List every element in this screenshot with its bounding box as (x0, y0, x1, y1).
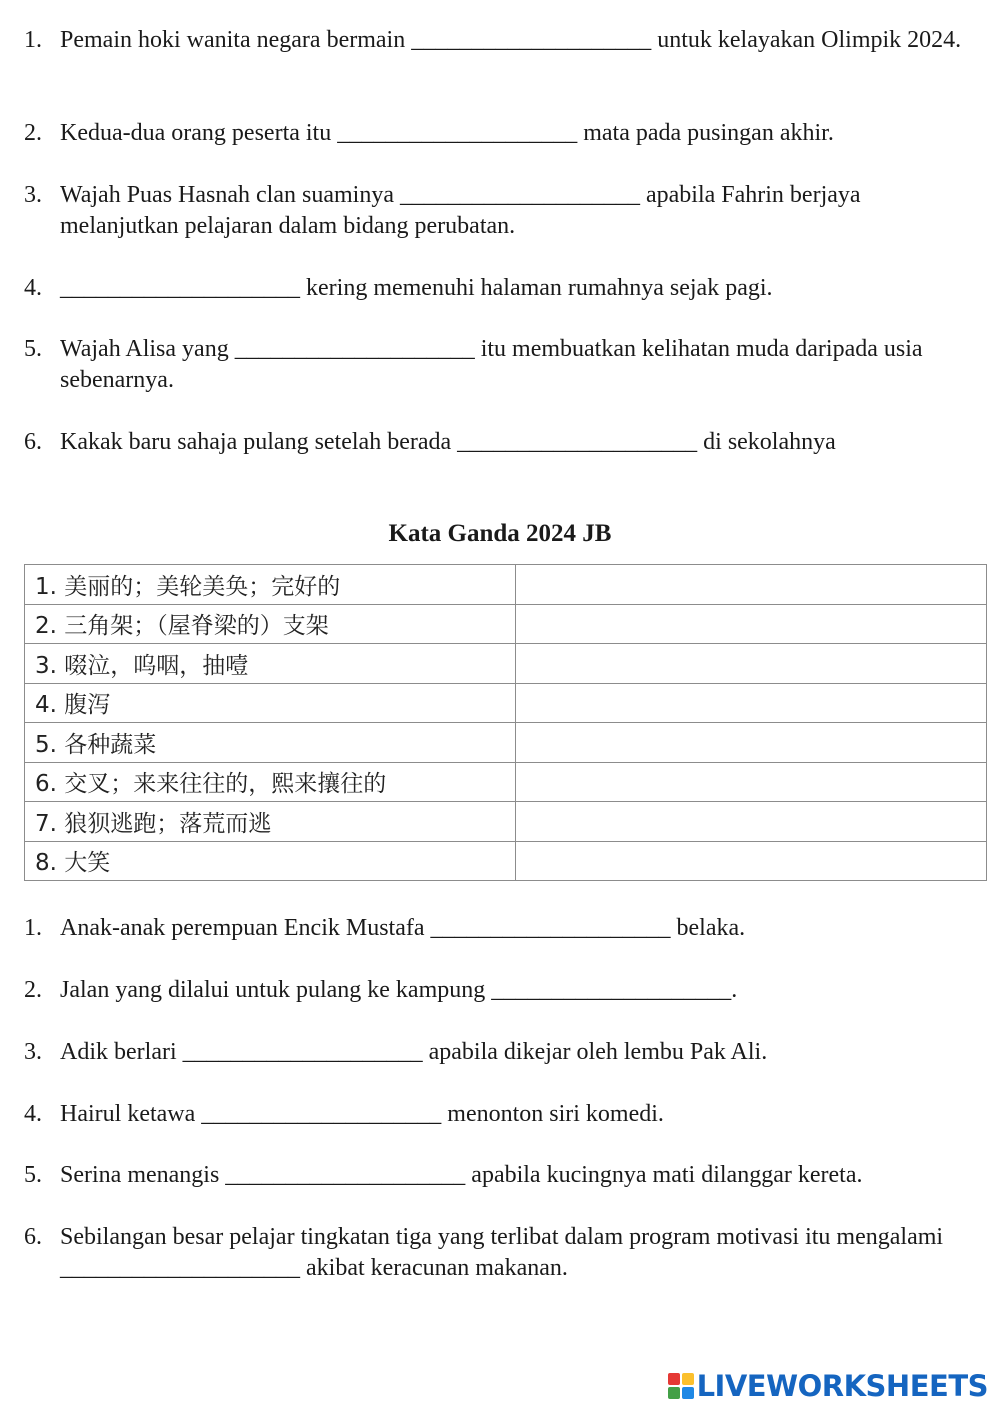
meaning-cell: 4. 腹泻 (25, 683, 516, 723)
meaning-cell: 5. 各种蔬菜 (25, 723, 516, 763)
question-text: ____________________ kering memenuhi halaman rumahnya sejak pagi. (60, 275, 773, 301)
section-title: Kata Ganda 2024 JB (388, 520, 612, 547)
answer-cell[interactable] (516, 683, 987, 723)
question-number: 6. (24, 1224, 42, 1250)
question-number: 2. (24, 977, 42, 1003)
table-row (25, 841, 987, 881)
question-4 (24, 273, 974, 304)
meaning-cell: 3. 啜泣，呜咽，抽噎 (25, 644, 516, 684)
question-2 (24, 975, 974, 1006)
table-row (25, 762, 987, 802)
table-row (25, 723, 987, 763)
question-number: 5. (24, 336, 42, 362)
question-number: 6. (24, 429, 42, 455)
meaning-cell: 2. 三角架；（屋脊梁的）支架 (25, 604, 516, 644)
table-row (25, 565, 987, 605)
question-text: Kakak baru sahaja pulang setelah berada ____________________ di sekolahnya (60, 429, 836, 455)
question-3 (24, 1037, 974, 1068)
question-6 (24, 427, 974, 458)
logo-text: LIVEWORKSHEETS (696, 1369, 988, 1403)
question-text: Wajah Puas Hasnah clan suaminya ____________________ apabila Fahrin berjaya melanjutkan pelajaran dalam bidang perubatan. (60, 182, 861, 239)
question-number: 3. (24, 1039, 42, 1065)
question-number: 1. (24, 27, 42, 53)
question-text: Serina menangis ____________________ apabila kucingnya mati dilanggar kereta. (60, 1162, 863, 1188)
table-row (25, 644, 987, 684)
question-3 (24, 180, 974, 242)
question-1 (24, 913, 974, 944)
liveworksheets-mark-icon (668, 1373, 694, 1399)
question-number: 2. (24, 120, 42, 146)
question-5 (24, 334, 974, 396)
answer-cell[interactable] (516, 644, 987, 684)
question-text: Pemain hoki wanita negara bermain ____________________ untuk kelayakan Olimpik 2024. (60, 27, 962, 53)
answer-cell[interactable] (516, 723, 987, 763)
vocabulary-table (24, 564, 987, 881)
table-row (25, 604, 987, 644)
question-text: Adik berlari ____________________ apabila dikejar oleh lembu Pak Ali. (60, 1039, 768, 1065)
question-text: Wajah Alisa yang ____________________ itu membuatkan kelihatan muda daripada usia sebenarnya. (60, 336, 923, 393)
question-text: Jalan yang dilalui untuk pulang ke kampung ____________________. (60, 977, 738, 1003)
answer-cell[interactable] (516, 762, 987, 802)
table-row (25, 802, 987, 842)
answer-cell[interactable] (516, 604, 987, 644)
meaning-cell: 1. 美丽的；美轮美奂；完好的 (25, 565, 516, 605)
table-row (25, 683, 987, 723)
meaning-cell: 6. 交叉；来来往往的，熙来攘往的 (25, 762, 516, 802)
answer-cell[interactable] (516, 565, 987, 605)
question-text: Kedua-dua orang peserta itu ____________________ mata pada pusingan akhir. (60, 120, 834, 146)
question-number: 1. (24, 915, 42, 941)
meaning-cell: 8. 大笑 (25, 841, 516, 881)
question-1 (24, 25, 974, 56)
question-number: 5. (24, 1162, 42, 1188)
question-text: Anak-anak perempuan Encik Mustafa ____________________ belaka. (60, 915, 746, 941)
answer-cell[interactable] (516, 802, 987, 842)
question-number: 3. (24, 182, 42, 208)
question-4 (24, 1099, 974, 1130)
question-5 (24, 1160, 974, 1191)
question-number: 4. (24, 1101, 42, 1127)
question-text: Hairul ketawa ____________________ menonton siri komedi. (60, 1101, 664, 1127)
question-text: Sebilangan besar pelajar tingkatan tiga yang terlibat dalam program motivasi itu mengalami ____________________ akibat keracunan makanan. (60, 1224, 944, 1281)
answer-cell[interactable] (516, 841, 987, 881)
question-6 (24, 1222, 974, 1284)
question-number: 4. (24, 275, 42, 301)
question-2 (24, 118, 974, 149)
liveworksheets-logo[interactable] (668, 1368, 988, 1404)
meaning-cell: 7. 狼狈逃跑；落荒而逃 (25, 802, 516, 842)
